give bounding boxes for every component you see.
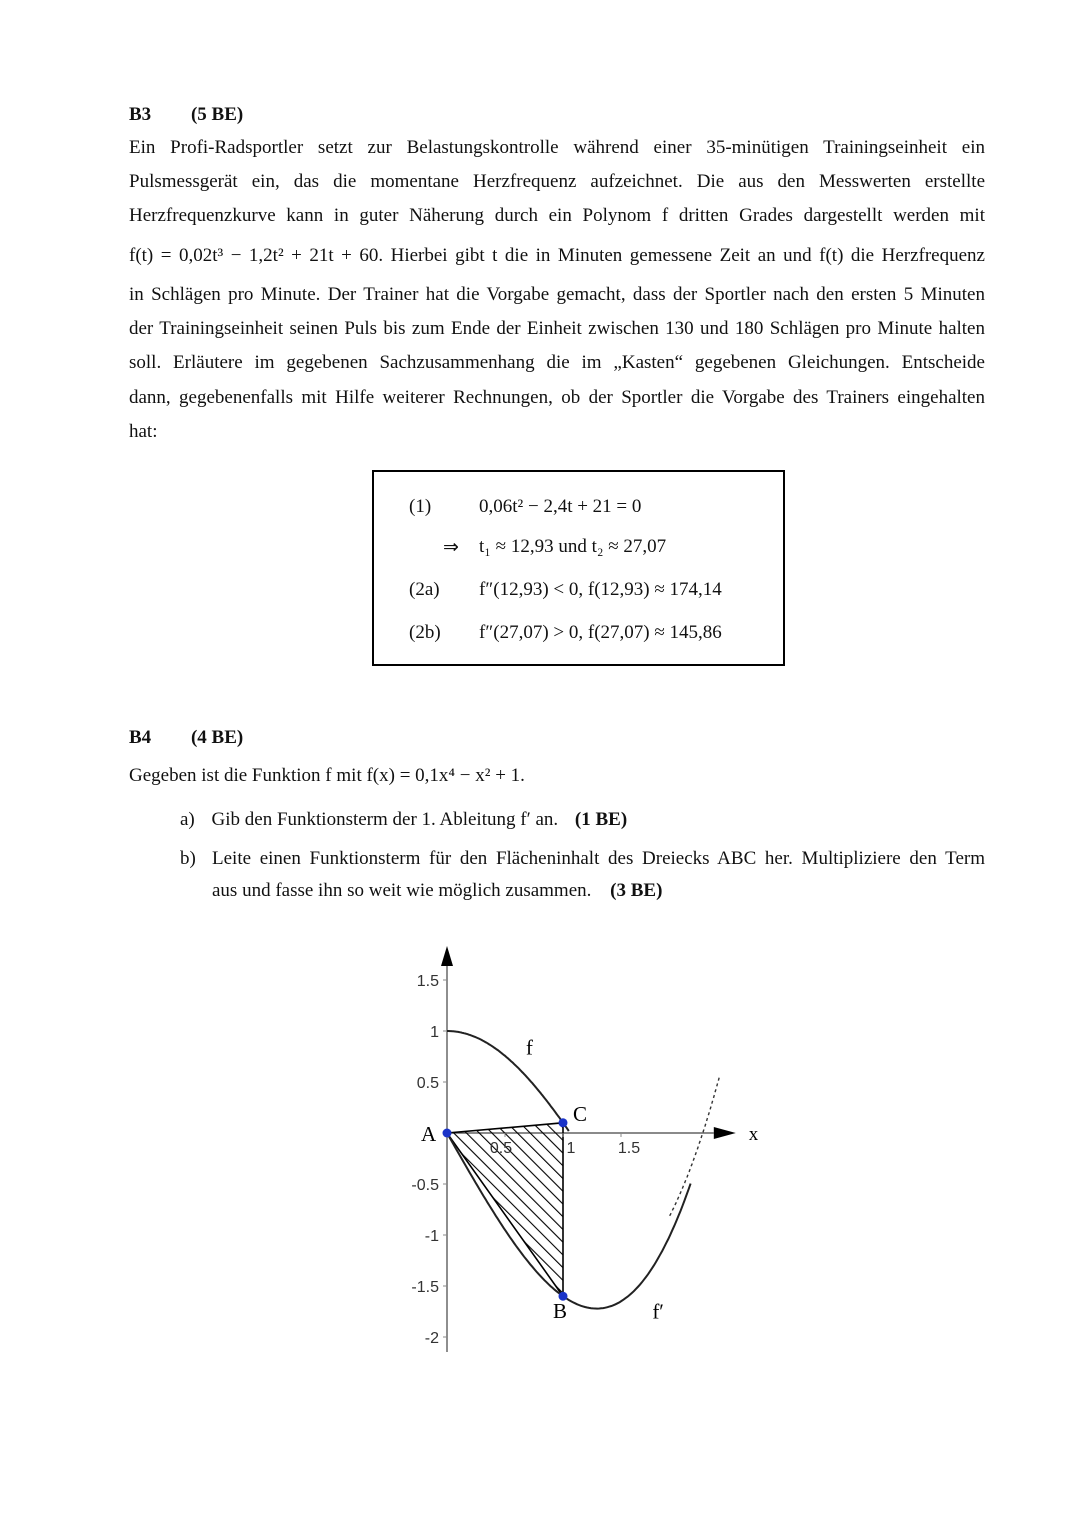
task-letter: a)	[180, 809, 195, 830]
b3-line: in Schlägen pro Minute. Der Trainer hat die Vorgabe gemacht, dass der Sportler nach den ersten 5 Minuten	[129, 284, 985, 305]
y-axis-arrow	[441, 946, 453, 966]
point-a	[443, 1129, 452, 1138]
task-b-line: Leite einen Funktionsterm für den Flächeninhalt des Dreiecks ABC her. Multipliziere den Term	[212, 848, 985, 869]
y-tick-label: -2	[424, 1330, 439, 1347]
eq-label: (2a)	[409, 579, 440, 600]
task-points: (3 BE)	[610, 880, 663, 901]
b3-line: der Trainingseinheit seinen Puls bis zum Ende der Einheit zwischen 130 und 180 Schlägen pro Minute halten	[129, 318, 985, 339]
x-tick-label: 1.5	[617, 1140, 641, 1157]
eq-label: ⇒	[443, 537, 459, 558]
equation-box	[372, 470, 785, 666]
eq-expr: f″(12,93) < 0, f(12,93) ≈ 174,14	[479, 579, 722, 600]
y-tick-label: -1.5	[411, 1279, 439, 1296]
y-tick-label: 0.5	[416, 1075, 439, 1092]
b4-heading	[129, 727, 243, 749]
task-text: aus und fasse ihn so weit wie möglich zusammen.	[212, 880, 592, 901]
x-axis-label: x	[748, 1124, 759, 1145]
b3-line: dann, gegebenenfalls mit Hilfe weiterer Rechnungen, ob der Sportler die Vorgabe des Trainers eingehalten	[129, 387, 985, 408]
task-b-letter: b)	[180, 848, 196, 869]
eq-label: (1)	[409, 496, 432, 517]
x-axis-arrow	[714, 1127, 736, 1139]
y-tick-label: -0.5	[411, 1177, 439, 1194]
b3-points: (5 BE)	[190, 104, 244, 125]
b4-label: B4	[129, 727, 152, 748]
task-b-line2	[212, 880, 662, 902]
point-label: A	[421, 1122, 437, 1146]
b3-heading	[129, 104, 243, 126]
point-c	[559, 1118, 568, 1127]
task-text: Gib den Funktionsterm der 1. Ableitung f′ an.	[211, 809, 559, 830]
y-tick-label: -1	[424, 1228, 439, 1245]
point-label: C	[573, 1101, 588, 1126]
label-f-prime: f′	[652, 1299, 664, 1324]
x-tick-label: 0.5	[489, 1140, 513, 1157]
eq-label: (2b)	[409, 622, 441, 643]
y-tick-label: 1.5	[416, 973, 439, 990]
b4-points: (4 BE)	[190, 727, 244, 748]
task-a	[180, 809, 627, 831]
eq-expr: f″(27,07) > 0, f(27,07) ≈ 145,86	[479, 622, 722, 643]
b3-line: Ein Profi-Radsportler setzt zur Belastungskontrolle während einer 35-minütigen Trainingseinheit ein	[129, 137, 985, 158]
b3-line: Pulsmessgerät ein, das die momentane Herzfrequenz aufzeichnet. Die aus den Messwerten erstellte	[129, 171, 985, 192]
b3-label: B3	[129, 104, 152, 125]
function-graph	[395, 935, 759, 1365]
eq-expr: t₁ ≈ 12,93 und t₂ ≈ 27,07	[479, 536, 667, 557]
b3-line: soll. Erläutere im gegebenen Sachzusammenhang die im „Kasten“ gegebenen Gleichungen. Entscheide	[129, 352, 985, 373]
eq-expr: 0,06t² − 2,4t + 21 = 0	[479, 496, 642, 517]
point-label: B	[553, 1299, 568, 1324]
curve-dashed-extension	[670, 1076, 720, 1216]
task-points: (1 BE)	[574, 809, 628, 830]
label-f: f	[525, 1035, 533, 1060]
y-tick-label: 1	[430, 1024, 439, 1041]
b3-paragraph	[129, 131, 985, 451]
x-tick-label: 1	[566, 1140, 576, 1157]
b3-line: hat:	[129, 421, 158, 442]
b3-line: f(t) = 0,02t³ − 1,2t² + 21t + 60. Hierbei gibt t die in Minuten gemessene Zeit an und f(t) die Herzfrequenz	[129, 245, 985, 266]
curve-f	[447, 1031, 569, 1131]
b3-line: Herzfrequenzkurve kann in guter Näherung durch ein Polynom f dritten Grades dargestellt werden mit	[129, 205, 985, 226]
b4-intro: Gegeben ist die Funktion f mit f(x) = 0,1x⁴ − x² + 1.	[129, 765, 525, 786]
